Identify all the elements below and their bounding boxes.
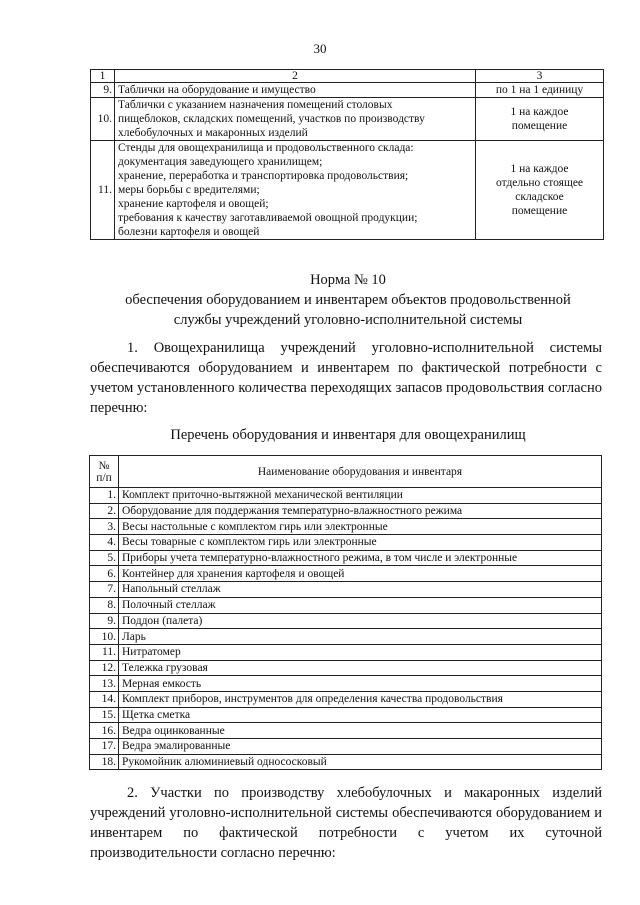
- table-row: [91, 141, 604, 240]
- item-name-line: хранение картофеля и овощей;: [118, 198, 269, 210]
- header-cell: 3: [476, 70, 604, 83]
- table-row: [90, 582, 602, 598]
- table-header-row: [91, 70, 604, 83]
- item-quantity-line: помещение: [511, 205, 568, 217]
- table-row: [90, 644, 602, 660]
- item-quantity-line: помещение: [511, 120, 568, 132]
- item-name-line: меры борьбы с вредителями;: [118, 184, 260, 196]
- item-quantity-line: по 1 на 1 единицу: [495, 84, 584, 96]
- row-number: 4.: [90, 535, 119, 551]
- table-row: [90, 550, 602, 566]
- row-number: 15.: [90, 707, 119, 723]
- equipment-name: Мерная емкость: [119, 676, 602, 692]
- row-number: 16.: [90, 723, 119, 739]
- row-number: 10.: [90, 629, 119, 645]
- table-row: [90, 488, 602, 504]
- header-cell: 2: [115, 70, 476, 83]
- equipment-name: Тележка грузовая: [119, 660, 602, 676]
- col-name-header: Наименование оборудования и инвентаря: [119, 456, 602, 488]
- table-row: [90, 519, 602, 535]
- row-number: 9.: [91, 83, 115, 98]
- equipment-name: Щетка сметка: [119, 707, 602, 723]
- row-number: 2.: [90, 503, 119, 519]
- item-name-line: документация заведующего хранилищем;: [118, 156, 323, 168]
- table-row: [90, 707, 602, 723]
- equipment-name: Ларь: [119, 629, 602, 645]
- page-number: 30: [313, 41, 327, 56]
- item-quantity-line: отдельно стоящее: [495, 177, 584, 189]
- col-number-header: № п/п: [90, 456, 119, 488]
- row-number: 9.: [90, 613, 119, 629]
- row-number: 17.: [90, 739, 119, 755]
- table-row: [90, 754, 602, 770]
- item-quantity: [476, 141, 604, 240]
- row-number: 18.: [90, 754, 119, 770]
- item-name-line: болезни картофеля и овощей: [118, 226, 260, 238]
- row-number: 5.: [90, 550, 119, 566]
- item-quantity-line: складское: [515, 191, 564, 203]
- table-row: [90, 676, 602, 692]
- norm-subtitle: [70, 290, 626, 330]
- item-name: [115, 83, 476, 98]
- equipment-name: Оборудование для поддержания температурно-влажностного режима: [119, 503, 602, 519]
- row-number: 7.: [90, 582, 119, 598]
- table-row: [91, 98, 604, 141]
- table-row: [90, 503, 602, 519]
- equipment-name: Рукомойник алюминиевый однососковый: [119, 754, 602, 770]
- row-number: 6.: [90, 566, 119, 582]
- equipment-name: Контейнер для хранения картофеля и овощей: [119, 566, 602, 582]
- equipment-name: Полочный стеллаж: [119, 597, 602, 613]
- table-header-row: [90, 456, 602, 488]
- table-row: [90, 691, 602, 707]
- row-number: 3.: [90, 519, 119, 535]
- equipment-name: Нитратомер: [119, 644, 602, 660]
- item-name-line: хлебобулочных и макаронных изделий: [118, 127, 308, 139]
- row-number: 11.: [90, 644, 119, 660]
- equipment-name: Ведра оцинкованные: [119, 723, 602, 739]
- table-row: [90, 566, 602, 582]
- list-title: Перечень оборудования и инвентаря для овощехранилищ: [170, 427, 526, 443]
- row-number: 14.: [90, 691, 119, 707]
- paragraph-2: 2. Участки по производству хлебобулочных и макаронных изделий учреждений уголовно-исполнительной системы обеспечиваются оборудованием и инвентарем по фактической потребности с учетом их суточной производительности согласно перечню:: [90, 785, 602, 861]
- row-number: 13.: [90, 676, 119, 692]
- table-row: [90, 723, 602, 739]
- table-row: [90, 739, 602, 755]
- item-name-line: Таблички на оборудование и имущество: [118, 84, 316, 96]
- equipment-name: Приборы учета температурно-влажностного режима, в том числе и электронные: [119, 550, 602, 566]
- item-name-line: требования к качеству заготавливаемой овощной продукции;: [118, 212, 418, 224]
- table-row: [90, 613, 602, 629]
- table-row: [90, 535, 602, 551]
- item-quantity-line: 1 на каждое: [510, 163, 569, 175]
- norm-subtitle-line: службы учреждений уголовно-исполнительной системы: [173, 312, 523, 328]
- equipment-name: Весы настольные с комплектом гирь или электронные: [119, 519, 602, 535]
- item-quantity: [476, 83, 604, 98]
- row-number: 1.: [90, 488, 119, 504]
- item-quantity: [476, 98, 604, 141]
- norm-title: Норма № 10: [310, 272, 386, 288]
- header-cell: 1: [91, 70, 115, 83]
- table-row: [91, 83, 604, 98]
- table-row: [90, 597, 602, 613]
- item-name-line: пищеблоков, складских помещений, участков по производству: [118, 113, 425, 125]
- item-name: [115, 141, 476, 240]
- norm-subtitle-line: обеспечения оборудованием и инвентарем объектов продовольственной: [125, 292, 571, 308]
- item-name-line: хранение, переработка и транспортировка продовольствия;: [118, 170, 409, 182]
- equipment-name: Комплект приборов, инструментов для определения качества продовольствия: [119, 691, 602, 707]
- item-quantity-line: 1 на каждое: [510, 106, 569, 118]
- table-row: [90, 660, 602, 676]
- table-row: [90, 629, 602, 645]
- norm-continuation-table: [90, 69, 604, 240]
- item-name-line: Стенды для овощехранилища и продовольственного склада:: [118, 142, 414, 154]
- equipment-name: Ведра эмалированные: [119, 739, 602, 755]
- equipment-name: Напольный стеллаж: [119, 582, 602, 598]
- row-number: 8.: [90, 597, 119, 613]
- row-number: 11.: [91, 141, 115, 240]
- item-name-line: Таблички с указанием назначения помещений столовых: [118, 99, 393, 111]
- item-name: [115, 98, 476, 141]
- equipment-name: Весы товарные с комплектом гирь или электронные: [119, 535, 602, 551]
- paragraph-1: 1. Овощехранилища учреждений уголовно-исполнительной системы обеспечиваются оборудованием и инвентарем по фактической потребности с учетом установленного количества переходящих запасов продовольствия согласно перечню:: [90, 340, 602, 416]
- vegetable-storage-equipment-table: [89, 455, 602, 770]
- row-number: 10.: [91, 98, 115, 141]
- equipment-name: Комплект приточно-вытяжной механической вентиляции: [119, 488, 602, 504]
- row-number: 12.: [90, 660, 119, 676]
- equipment-name: Поддон (палета): [119, 613, 602, 629]
